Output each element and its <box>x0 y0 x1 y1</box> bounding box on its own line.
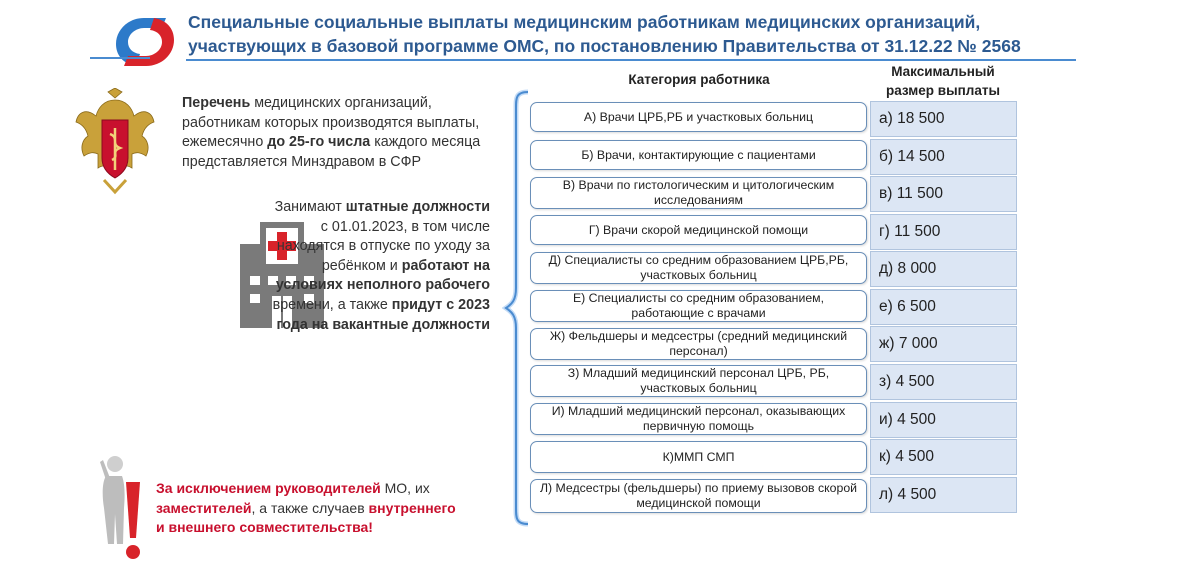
exception-text-2: , а также случаев <box>251 499 369 516</box>
amount-header-line-1: Максимальный <box>891 64 995 79</box>
logo-underline <box>90 57 150 59</box>
exception-red-2: заместителей <box>156 499 252 516</box>
title-line-2: участвующих в базовой программе ОМС, по постановлению Правительства от 31.12.22 № 2568 <box>188 36 1021 56</box>
category-cell: И) Младший медицинский персонал, оказывающих первичную помощь <box>530 403 867 435</box>
exception-text-1: МО, их <box>380 480 430 496</box>
amount-cell: г) 11 500 <box>870 214 1017 250</box>
category-cell: А) Врачи ЦРБ,РБ и участковых больниц <box>530 102 867 132</box>
occupy-bold-3: придут с 2023 года на вакантные должности <box>276 296 490 333</box>
positions-note <box>270 198 490 335</box>
occupy-text-3: времени, а также <box>272 296 392 313</box>
note-bold-1: Перечень <box>182 95 251 111</box>
amount-cell: к) 4 500 <box>870 439 1017 475</box>
amount-cell: ж) 7 000 <box>870 326 1017 362</box>
exception-red-3: внутреннего и внешнего совместительства! <box>156 499 456 535</box>
occupy-bold-1: штатные должности <box>345 199 490 215</box>
category-cell: В) Врачи по гистологическим и цитологическим исследованиям <box>530 177 867 209</box>
amount-cell: з) 4 500 <box>870 364 1017 400</box>
category-cell: К)ММП СМП <box>530 441 867 473</box>
page-title <box>188 10 1188 58</box>
category-cell: Г) Врачи скорой медицинской помощи <box>530 215 867 245</box>
amount-cell: в) 11 500 <box>870 176 1017 212</box>
amount-cell: д) 8 000 <box>870 251 1017 287</box>
curly-brace-icon <box>502 88 532 528</box>
exception-red-1: За исключением руководителей <box>156 480 381 496</box>
amount-header-line-2: размер выплаты <box>886 83 1000 98</box>
minzdrav-emblem-icon <box>74 88 156 196</box>
amount-column-header <box>872 62 1014 100</box>
amount-cell: и) 4 500 <box>870 402 1017 438</box>
category-cell: Ж) Фельдшеры и медсестры (средний медицинский персонал) <box>530 328 867 360</box>
sfr-logo-icon <box>106 14 182 70</box>
occupy-text-1: Занимают <box>274 199 346 215</box>
organizations-list-note <box>182 94 492 172</box>
amount-cell: л) 4 500 <box>870 477 1017 513</box>
occupy-text-2: с 01.01.2023, в том числе находятся в отпуске по уходу за ребёнком и <box>276 218 490 274</box>
note-text-1: медицинских организаций, работникам которых производятся выплаты, ежемесячно <box>182 95 480 150</box>
category-cell: З) Младший медицинский персонал ЦРБ, РБ, участковых больниц <box>530 365 867 397</box>
category-cell: Е) Специалисты со средним образованием, работающие с врачами <box>530 290 867 322</box>
category-column-header: Категория работника <box>628 72 770 87</box>
amount-cell: а) 18 500 <box>870 101 1017 137</box>
category-cell: Д) Специалисты со средним образованием ЦРБ,РБ, участковых больниц <box>530 252 867 284</box>
title-underline <box>186 59 1076 61</box>
exception-note <box>156 479 456 538</box>
title-line-1: Специальные социальные выплаты медицинским работникам медицинских организаций, <box>188 12 981 32</box>
person-exclamation-icon <box>98 452 144 562</box>
note-text-2: каждого месяца представляется Минздравом в СФР <box>182 134 481 170</box>
note-bold-2: до 25-го числа <box>267 134 371 150</box>
occupy-bold-2: работают на условиях неполного рабочего <box>275 257 490 294</box>
amount-cell: б) 14 500 <box>870 139 1017 175</box>
category-cell: Б) Врачи, контактирующие с пациентами <box>530 140 867 170</box>
category-cell: Л) Медсестры (фельдшеры) по приему вызовов скорой медицинской помощи <box>530 479 867 513</box>
amount-cell: е) 6 500 <box>870 289 1017 325</box>
